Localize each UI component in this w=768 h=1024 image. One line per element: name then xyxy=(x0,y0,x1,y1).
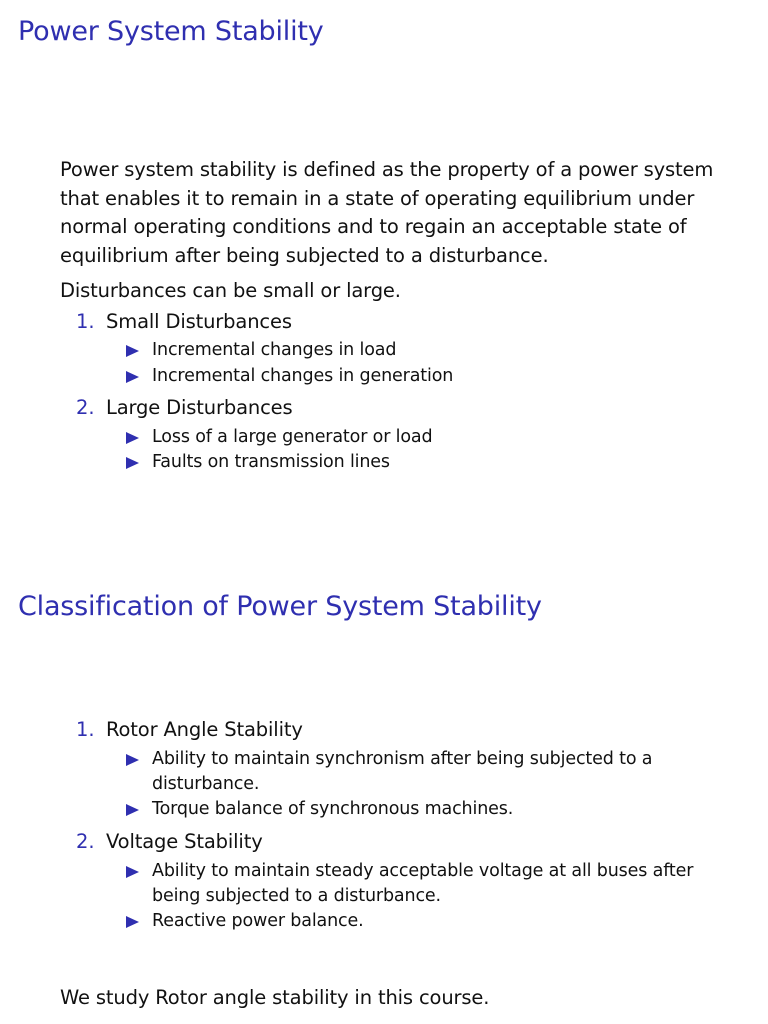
triangle-bullet-icon xyxy=(126,866,139,878)
bullet-text: Ability to maintain steady acceptable voltage at all buses after being subjected to a disturbance. xyxy=(152,861,694,906)
bullet-text: Loss of a large generator or load xyxy=(152,427,433,447)
triangle-bullet-icon xyxy=(126,754,139,766)
slide-classification xyxy=(0,512,768,1024)
bullet-text: Faults on transmission lines xyxy=(152,452,390,472)
list-number: 2. xyxy=(76,396,95,419)
triangle-bullet-icon xyxy=(126,457,139,469)
bullet-text: Incremental changes in generation xyxy=(152,366,454,386)
triangle-bullet-icon xyxy=(126,804,139,816)
list-item-label: Rotor Angle Stability xyxy=(106,718,303,741)
list-item-label: Voltage Stability xyxy=(106,830,263,853)
triangle-bullet-icon xyxy=(126,371,139,383)
bullet-text: Reactive power balance. xyxy=(152,911,364,931)
bullet-text: Torque balance of synchronous machines. xyxy=(152,799,514,819)
slide-title: Classification of Power System Stability xyxy=(18,591,542,622)
bullet-text: Ability to maintain synchronism after being subjected to a disturbance. xyxy=(152,749,653,794)
bullet-text: Incremental changes in load xyxy=(152,340,397,360)
definition-paragraph: Power system stability is defined as the property of a power system that enables it to remain in a state of operating equilibrium under normal operating conditions and to regain an acceptable state of equilibrium after being subjected to a disturbance. xyxy=(60,158,714,267)
list-item-label: Small Disturbances xyxy=(106,310,292,333)
slide-title: Power System Stability xyxy=(18,16,324,47)
triangle-bullet-icon xyxy=(126,345,139,357)
triangle-bullet-icon xyxy=(126,432,139,444)
list-number: 1. xyxy=(76,310,95,333)
list-number: 1. xyxy=(76,718,95,741)
course-note: We study Rotor angle stability in this course. xyxy=(60,986,490,1009)
list-item-label: Large Disturbances xyxy=(106,396,293,419)
intro-text: Disturbances can be small or large. xyxy=(60,279,401,302)
list-number: 2. xyxy=(76,830,95,853)
triangle-bullet-icon xyxy=(126,916,139,928)
